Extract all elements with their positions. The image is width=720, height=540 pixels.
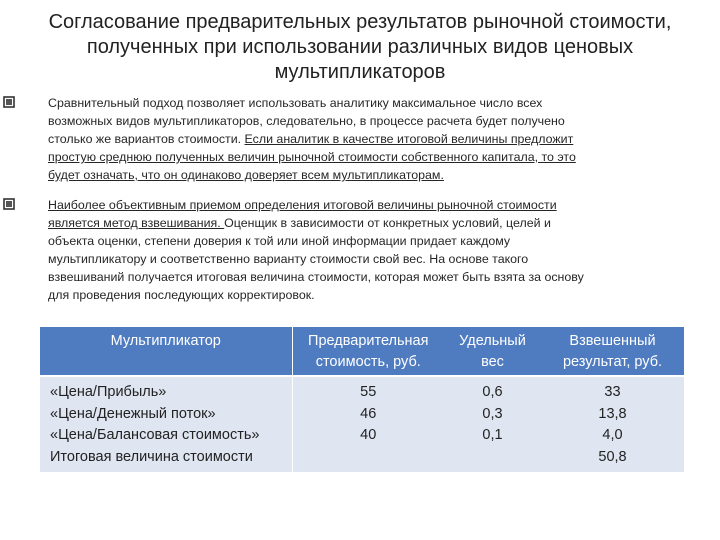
- bullet-text: [48, 196, 584, 304]
- header-text: вес: [481, 354, 504, 370]
- header-text: стоимость, руб.: [315, 354, 421, 370]
- bullet-line: для проведения последующих корректировок.: [48, 288, 315, 302]
- cell-text: Итоговая величина стоимости: [50, 448, 253, 465]
- header-text: Мультипликатор: [110, 333, 221, 349]
- cell-text: 4,0: [602, 427, 623, 443]
- bullet-line: взвешиваний получается итоговая величина стоимости, которая может быть взята за основу: [48, 270, 584, 284]
- title-line: полученных при использовании различных видов ценовых: [86, 36, 634, 58]
- cell-text: 46: [360, 405, 377, 422]
- title-line: мультипликаторов: [274, 61, 446, 83]
- bullet-item: [2, 94, 692, 184]
- weight-cell: [444, 376, 541, 472]
- cell-text: 33: [604, 384, 621, 400]
- bullet-line: мультипликатору и соответственно варианту стоимости свой вес. На основе такого: [48, 252, 529, 266]
- cell-text: 0,1: [482, 427, 503, 443]
- column-header-multiplier: [40, 327, 292, 376]
- bullet-line: объекта оценки, степени доверия к той или иной информации придает каждому: [48, 234, 511, 248]
- cell-text: 0,6: [482, 384, 503, 400]
- underlined-text: является метод взвешивания.: [48, 216, 225, 230]
- bullet-line-part: Оценщик в зависимости от конкретных условий, целей и: [224, 216, 551, 230]
- bullet-line: Сравнительный подход позволяет использовать аналитику максимальное число всех: [48, 96, 543, 110]
- slide-title: [40, 10, 680, 85]
- cell-text: 40: [360, 427, 377, 443]
- header-text: Взвешенный: [569, 333, 656, 349]
- bullet-text: [48, 94, 576, 184]
- column-header-weighted-result: [541, 327, 684, 376]
- cell-text: 13,8: [598, 405, 627, 422]
- underlined-text: простую среднюю полученных величин рыночной стоимости собственного капитала, то это: [48, 150, 576, 164]
- checkbox-bullet-icon: [2, 197, 16, 211]
- table-header-row: [40, 327, 684, 376]
- table-row: [40, 376, 684, 472]
- bullet-line: [48, 214, 584, 232]
- underlined-text: будет означать, что он одинаково доверяет всем мультипликаторам.: [48, 168, 444, 182]
- cell-text: 0,3: [482, 405, 503, 422]
- bullet-line: [48, 130, 576, 148]
- header-text: Предварительная: [308, 333, 429, 349]
- multiplier-cell: [40, 376, 292, 472]
- cell-text: «Цена/Денежный поток»: [50, 405, 216, 422]
- underlined-text: Наиболее объективным приемом определения итоговой величины рыночной стоимости: [48, 198, 557, 212]
- title-line: Согласование предварительных результатов рыночной стоимости,: [48, 11, 672, 33]
- cell-text: «Цена/Балансовая стоимость»: [50, 427, 260, 443]
- column-header-weight: [444, 327, 541, 376]
- checkbox-bullet-icon: [2, 95, 16, 109]
- header-text: Удельный: [459, 333, 526, 349]
- weighting-table: [40, 327, 684, 472]
- weighted-result-cell: [541, 376, 684, 472]
- header-text: результат, руб.: [562, 354, 663, 370]
- underlined-text: Если аналитик в качестве итоговой величины предложит: [244, 132, 574, 146]
- bullet-line-part: столько же вариантов стоимости.: [48, 132, 245, 146]
- bullet-line: возможных видов мультипликаторов, следовательно, в процессе расчета будет получено: [48, 114, 565, 128]
- cell-text: 50,8: [598, 448, 627, 465]
- cell-text: 55: [360, 384, 377, 400]
- cell-text: «Цена/Прибыль»: [50, 384, 167, 400]
- column-header-preliminary-value: [292, 327, 444, 376]
- preliminary-value-cell: [292, 376, 444, 472]
- bullet-item: [2, 196, 692, 304]
